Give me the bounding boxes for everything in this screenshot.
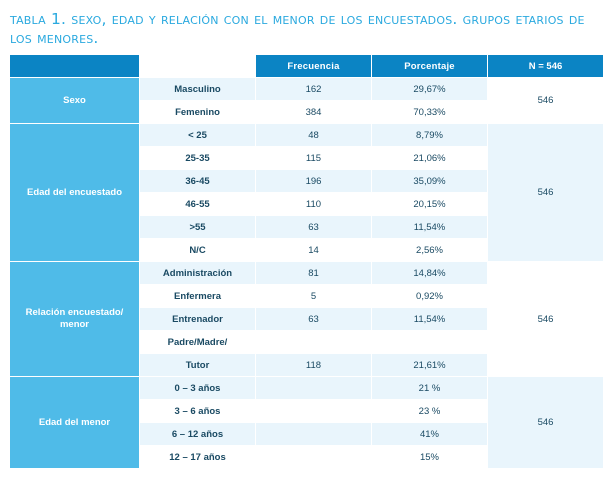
row-frequency: 81	[256, 262, 372, 285]
row-label: N/C	[140, 239, 256, 262]
row-label: Padre/Madre/	[140, 331, 256, 354]
row-percentage: 21,61%	[372, 354, 488, 377]
row-label: Administración	[140, 262, 256, 285]
header-group	[10, 55, 140, 78]
row-frequency: 5	[256, 285, 372, 308]
row-frequency: 63	[256, 308, 372, 331]
row-label: 12 – 17 años	[140, 446, 256, 469]
row-percentage: 14,84%	[372, 262, 488, 285]
group-total-edad-menor: 546	[488, 377, 604, 469]
row-frequency: 384	[256, 101, 372, 124]
row-frequency: 14	[256, 239, 372, 262]
row-percentage: 29,67%	[372, 78, 488, 101]
data-table	[9, 54, 604, 469]
table-row	[10, 262, 604, 285]
table-caption: tabla 1. sexo, edad y relación con el menor de los encuestados. grupos etarios de los menores.	[10, 10, 585, 47]
row-percentage: 21,06%	[372, 147, 488, 170]
row-frequency	[256, 377, 372, 400]
row-percentage: 8,79%	[372, 124, 488, 147]
row-percentage: 0,92%	[372, 285, 488, 308]
row-frequency	[256, 423, 372, 446]
row-label: Masculino	[140, 78, 256, 101]
row-frequency: 48	[256, 124, 372, 147]
table-body	[10, 78, 604, 469]
table-head	[10, 55, 604, 78]
group-total-edad-encuestado: 546	[488, 124, 604, 262]
header-total: N = 546	[488, 55, 604, 78]
row-label: 6 – 12 años	[140, 423, 256, 446]
row-percentage: 11,54%	[372, 308, 488, 331]
row-label: >55	[140, 216, 256, 239]
row-label: Enfermera	[140, 285, 256, 308]
row-label: 25-35	[140, 147, 256, 170]
row-percentage: 35,09%	[372, 170, 488, 193]
row-frequency: 110	[256, 193, 372, 216]
row-frequency	[256, 400, 372, 423]
row-label: 46-55	[140, 193, 256, 216]
row-label: 36-45	[140, 170, 256, 193]
group-label-sexo: Sexo	[10, 78, 140, 124]
row-label: Entrenador	[140, 308, 256, 331]
table-row	[10, 377, 604, 400]
row-percentage: 21 %	[372, 377, 488, 400]
row-frequency: 115	[256, 147, 372, 170]
row-label: < 25	[140, 124, 256, 147]
row-label: Femenino	[140, 101, 256, 124]
row-frequency	[256, 331, 372, 354]
table-header-row	[10, 55, 604, 78]
row-percentage: 20,15%	[372, 193, 488, 216]
row-percentage: 2,56%	[372, 239, 488, 262]
group-total-relacion: 546	[488, 262, 604, 377]
row-label: Tutor	[140, 354, 256, 377]
group-label-edad-menor: Edad del menor	[10, 377, 140, 469]
row-frequency: 63	[256, 216, 372, 239]
group-label-relacion: Relación encuestado/ menor	[10, 262, 140, 377]
table-row	[10, 124, 604, 147]
row-frequency: 118	[256, 354, 372, 377]
row-label: 3 – 6 años	[140, 400, 256, 423]
row-percentage: 70,33%	[372, 101, 488, 124]
group-label-edad-encuestado: Edad del encuestado	[10, 124, 140, 262]
group-total-sexo: 546	[488, 78, 604, 124]
row-frequency	[256, 446, 372, 469]
header-percentage: Porcentaje	[372, 55, 488, 78]
row-percentage: 23 %	[372, 400, 488, 423]
row-label: 0 – 3 años	[140, 377, 256, 400]
header-frequency: Frecuencia	[256, 55, 372, 78]
row-frequency: 162	[256, 78, 372, 101]
row-frequency: 196	[256, 170, 372, 193]
row-percentage	[372, 331, 488, 354]
row-percentage: 41%	[372, 423, 488, 446]
row-percentage: 15%	[372, 446, 488, 469]
header-label	[140, 55, 256, 78]
table-row	[10, 78, 604, 101]
row-percentage: 11,54%	[372, 216, 488, 239]
